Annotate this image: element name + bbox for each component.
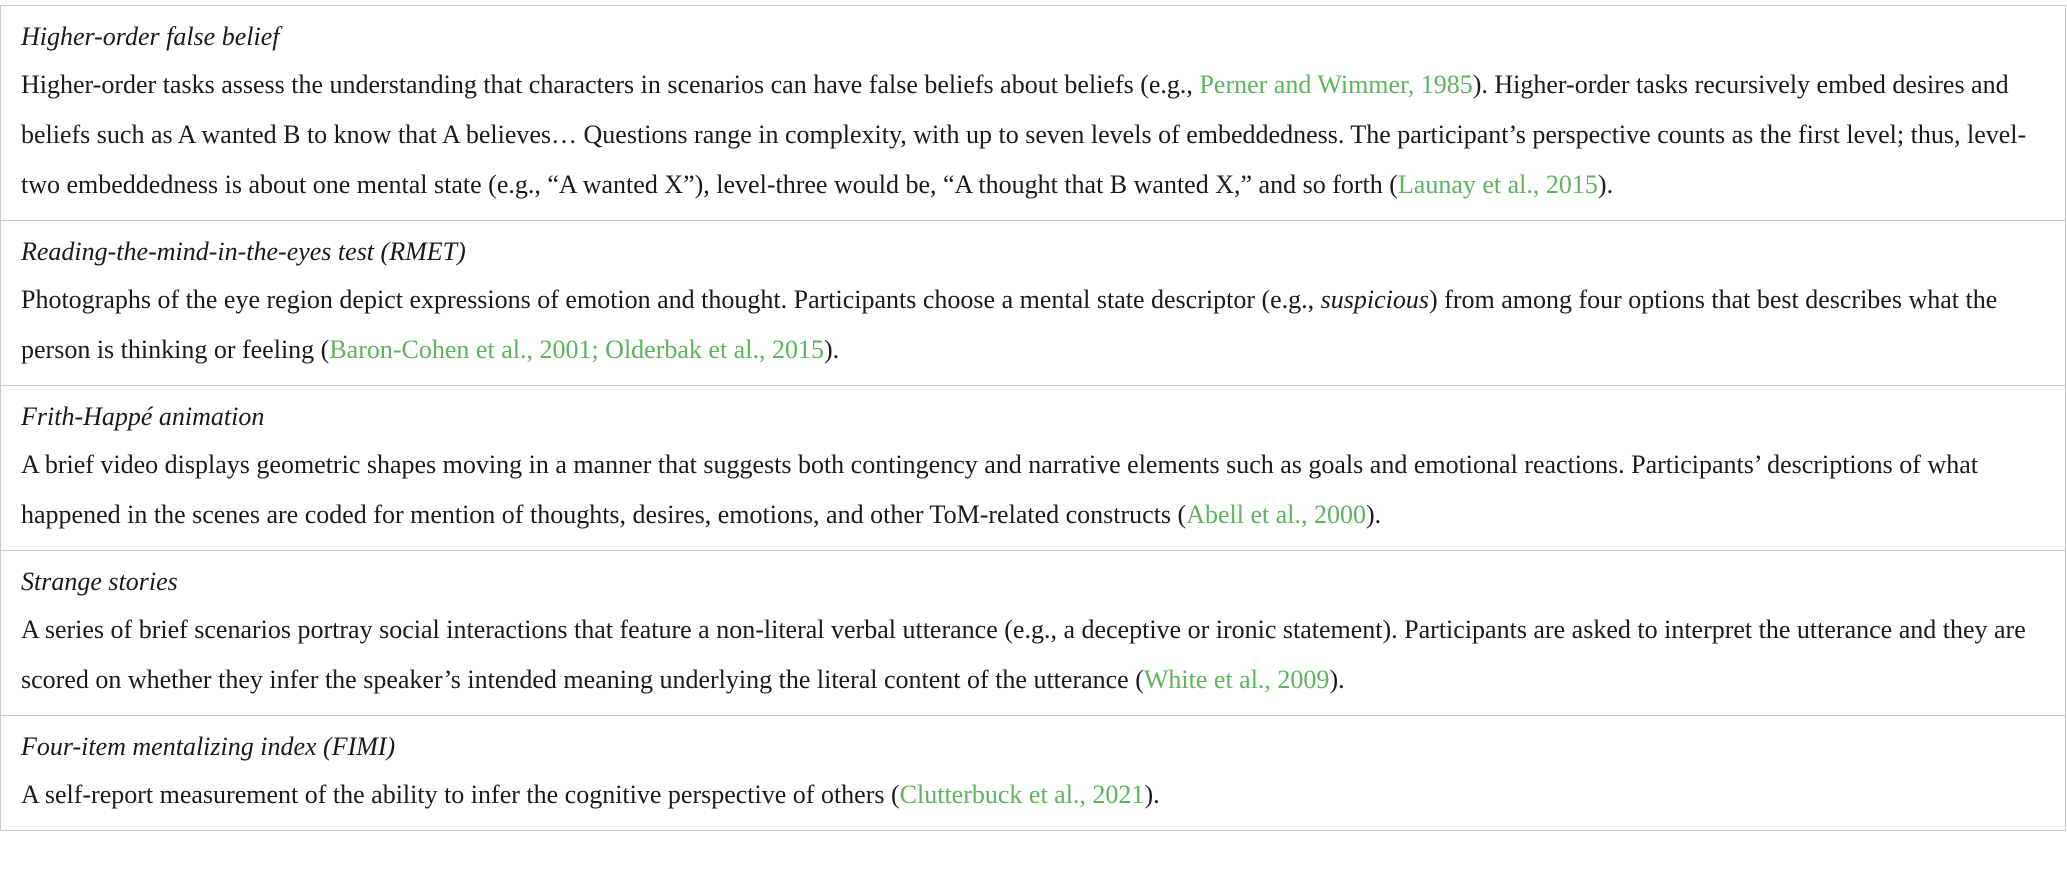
row-title: Frith-Happé animation	[21, 402, 265, 431]
citation-link[interactable]: Perner and Wimmer, 1985	[1199, 70, 1473, 99]
citation-link[interactable]: Abell et al., 2000	[1186, 500, 1366, 529]
row-title: Reading-the-mind-in-the-eyes test (RMET)	[21, 237, 466, 266]
table-row	[0, 716, 2066, 831]
table-row	[0, 551, 2066, 716]
table-row	[0, 221, 2066, 386]
table-row	[0, 6, 2066, 221]
row-description	[21, 605, 2045, 705]
citation-link[interactable]: Clutterbuck et al., 2021	[899, 780, 1145, 809]
row-description	[21, 440, 2045, 540]
row-title: Higher-order false belief	[21, 22, 280, 51]
text-span: ).	[1144, 780, 1160, 809]
text-span: Higher-order tasks assess the understanding that characters in scenarios can have false beliefs about beliefs (e.g.,	[21, 70, 1200, 99]
text-span: A self-report measurement of the ability to infer the cognitive perspective of others (	[21, 780, 900, 809]
row-title: Four-item mentalizing index (FIMI)	[21, 732, 396, 761]
text-span: ).	[1366, 500, 1382, 529]
citation-link[interactable]: Baron-Cohen et al., 2001; Olderbak et al., 2015	[329, 335, 824, 364]
text-span: ) from among four options that best describes what the person is thinking or feeling (	[21, 285, 1998, 364]
emphasis-text: suspicious	[1320, 285, 1430, 314]
text-span: Photographs of the eye region depict expressions of emotion and thought. Participants choose a mental state descriptor (e.g.,	[21, 285, 1321, 314]
text-span: ).	[1597, 170, 1614, 199]
table-row	[0, 386, 2066, 551]
text-span: ).	[1329, 665, 1345, 694]
citation-link[interactable]: White et al., 2009	[1143, 665, 1330, 694]
row-description	[21, 275, 2045, 375]
text-span: ).	[823, 335, 840, 364]
row-description	[21, 770, 2045, 820]
row-title: Strange stories	[21, 567, 178, 596]
text-span: A series of brief scenarios portray social interactions that feature a non-literal verbal utterance (e.g., a deceptive or ironic statement). Participants are asked to interpret the utterance and they are scored on whether they infer the speaker’s intended meaning underlying the literal content of the utterance (	[21, 615, 2026, 694]
row-description	[21, 60, 2045, 210]
citation-link[interactable]: Launay et al., 2015	[1397, 170, 1598, 199]
text-span: A brief video displays geometric shapes moving in a manner that suggests both contingency and narrative elements such as goals and emotional reactions. Participants’ descriptions of what happened in the scenes are coded for mention of thoughts, desires, emotions, and other ToM-related constructs (	[21, 450, 1978, 529]
measures-table	[0, 5, 2066, 831]
text-span: ). Higher-order tasks recursively embed desires and beliefs such as A wanted B to know that A believes… Questions range in complexity, with up to seven levels of embeddedness. The participant’s perspective counts as the first level; thus, level-two embeddedness is about one mental state (e.g., “A wanted X”), level-three would be, “A thought that B wanted X,” and so forth (	[21, 70, 2027, 199]
